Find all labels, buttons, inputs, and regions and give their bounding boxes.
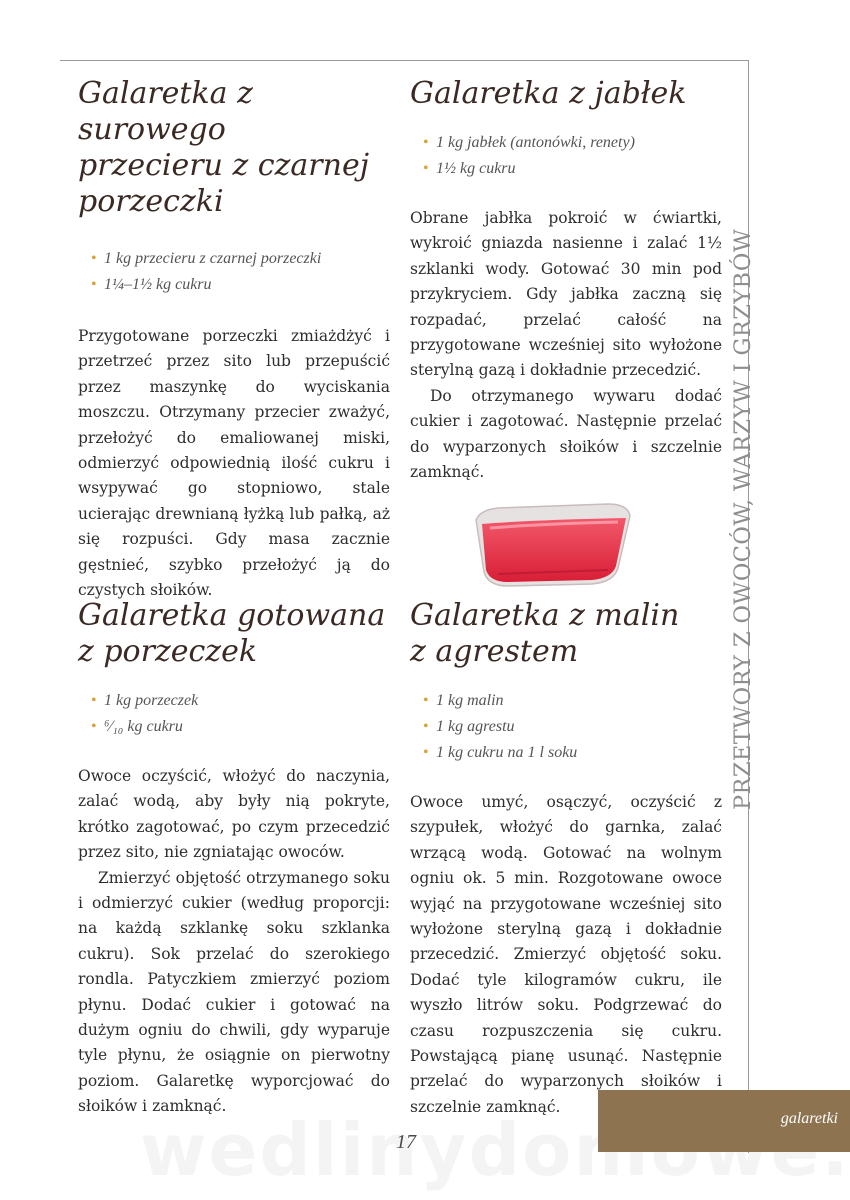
chapter-tab-label: galaretki	[780, 1110, 838, 1127]
recipe-jablka	[410, 76, 722, 485]
instructions-paragraph: Do otrzymanego wywaru dodać cukier i zagotować. Następnie przelać do wyparzonych słoików i szczelnie zamknąć.	[410, 386, 722, 482]
title-line: z agrestem	[410, 634, 579, 669]
recipe-czarna-porzeczka	[78, 76, 390, 603]
instructions-paragraph: Owoce oczyścić, włożyć do naczynia, zalać wodą, aby były nią pokryte, krótko zagotować, po czym przecedzić przez sito, nie zgniatając owoców.	[78, 767, 390, 862]
recipe-title	[410, 598, 722, 670]
ingredient-item: • 1 kg jabłek (antonówki, renety)	[436, 130, 722, 156]
instructions-paragraph: Obrane jabłka pokroić w ćwiartki, wykroić gniazda nasienne i zalać 1½ szklanki wody. Gotować 30 min pod przykryciem. Gdy jabłka zaczną się rozpadać, przelać całość na przygotowane wcześniej sito wyłożone sterylną gazą i dokładnie przecedzić.	[410, 209, 722, 380]
ingredient-list	[78, 688, 390, 740]
ingredient-item: • 1½ kg cukru	[436, 156, 722, 182]
ingredient-list	[410, 688, 722, 766]
title-line: Galaretka gotowana	[78, 598, 386, 633]
title-line: Galaretka z malin	[410, 598, 680, 633]
instructions-paragraph: Zmierzyć objętość otrzymanego soku i odmierzyć cukier (według proporcji: na każdą szklankę soku szklanka cukru). Sok przelać do szerokiego rondla. Patyczkiem zmierzyć poziom płynu. Dodać cukier i gotować na dużym ogniu do chwili, gdy wyparuje tyle płynu, że osiągnie on pierwotny poziom. Galaretkę wyporcjować do słoików i zamknąć.	[78, 868, 390, 1116]
ingredient-item: • 1¼–1½ kg cukru	[104, 272, 390, 298]
ingredient-item: • ⁶⁄₁₀ kg cukru	[104, 714, 390, 740]
title-line: z porzeczek	[78, 634, 258, 669]
title-line: porzeczki	[78, 184, 224, 219]
recipe-title	[410, 76, 722, 112]
instructions-paragraph: Owoce umyć, osączyć, oczyścić z szypułek, włożyć do garnka, zalać wrzącą wodą. Gotować na wolnym ogniu ok. 5 min. Rozgotowane owoce wyjąć na przygotowane wcześniej sito wyłożone sterylną gazą i dokładnie przecedzić. Zmierzyć objętość soku. Dodać tyle kilogramów cukru, ile wyszło litrów soku. Podgrzewać do czasu rozpuszczenia się cukru. Powstającą pianę usunąć. Następnie przelać do wyparzonych słoików i szczelnie zamknąć.	[410, 793, 722, 1116]
ingredient-item: • 1 kg malin	[436, 688, 722, 714]
recipe-title	[78, 76, 390, 220]
title-line: Galaretka z jabłek	[410, 76, 687, 111]
instructions-paragraph: Przygotowane porzeczki zmiażdżyć i przetrzeć przez sito lub przepuścić przez maszynkę do wyciskania moszczu. Otrzymany przecier zważyć, przełożyć do emaliowanej miski, odmierzyć odpowiednią ilość cukru i wsypywać go stopniowo, stale ucierając drewnianą łyżką lub pałką, aż się rozpuści. Gdy masa zacznie gęstnieć, szybko przełożyć ją do czystych słoików.	[78, 327, 390, 600]
recipe-maliny-agrest	[410, 598, 722, 1120]
chapter-tab	[598, 1090, 850, 1152]
ingredient-item: • 1 kg przecieru z czarnej porzeczki	[104, 246, 390, 272]
ingredient-item: • 1 kg agrestu	[436, 714, 722, 740]
recipe-title	[78, 598, 390, 670]
section-side-title: PRZETWORY Z OWOCÓW, WARZYW I GRZYBÓW	[730, 228, 756, 810]
ingredient-list	[410, 130, 722, 182]
ingredient-item: • 1 kg cukru na 1 l soku	[436, 740, 722, 766]
ingredient-list	[78, 246, 390, 298]
ingredient-item: • 1 kg porzeczek	[104, 688, 390, 714]
jelly-dish-image	[468, 498, 638, 595]
page-number: 17	[396, 1131, 416, 1153]
title-line: przecieru z czarnej	[78, 148, 370, 183]
recipe-porzeczki-gotowana	[78, 598, 390, 1120]
title-line: Galaretka z surowego	[78, 76, 253, 147]
